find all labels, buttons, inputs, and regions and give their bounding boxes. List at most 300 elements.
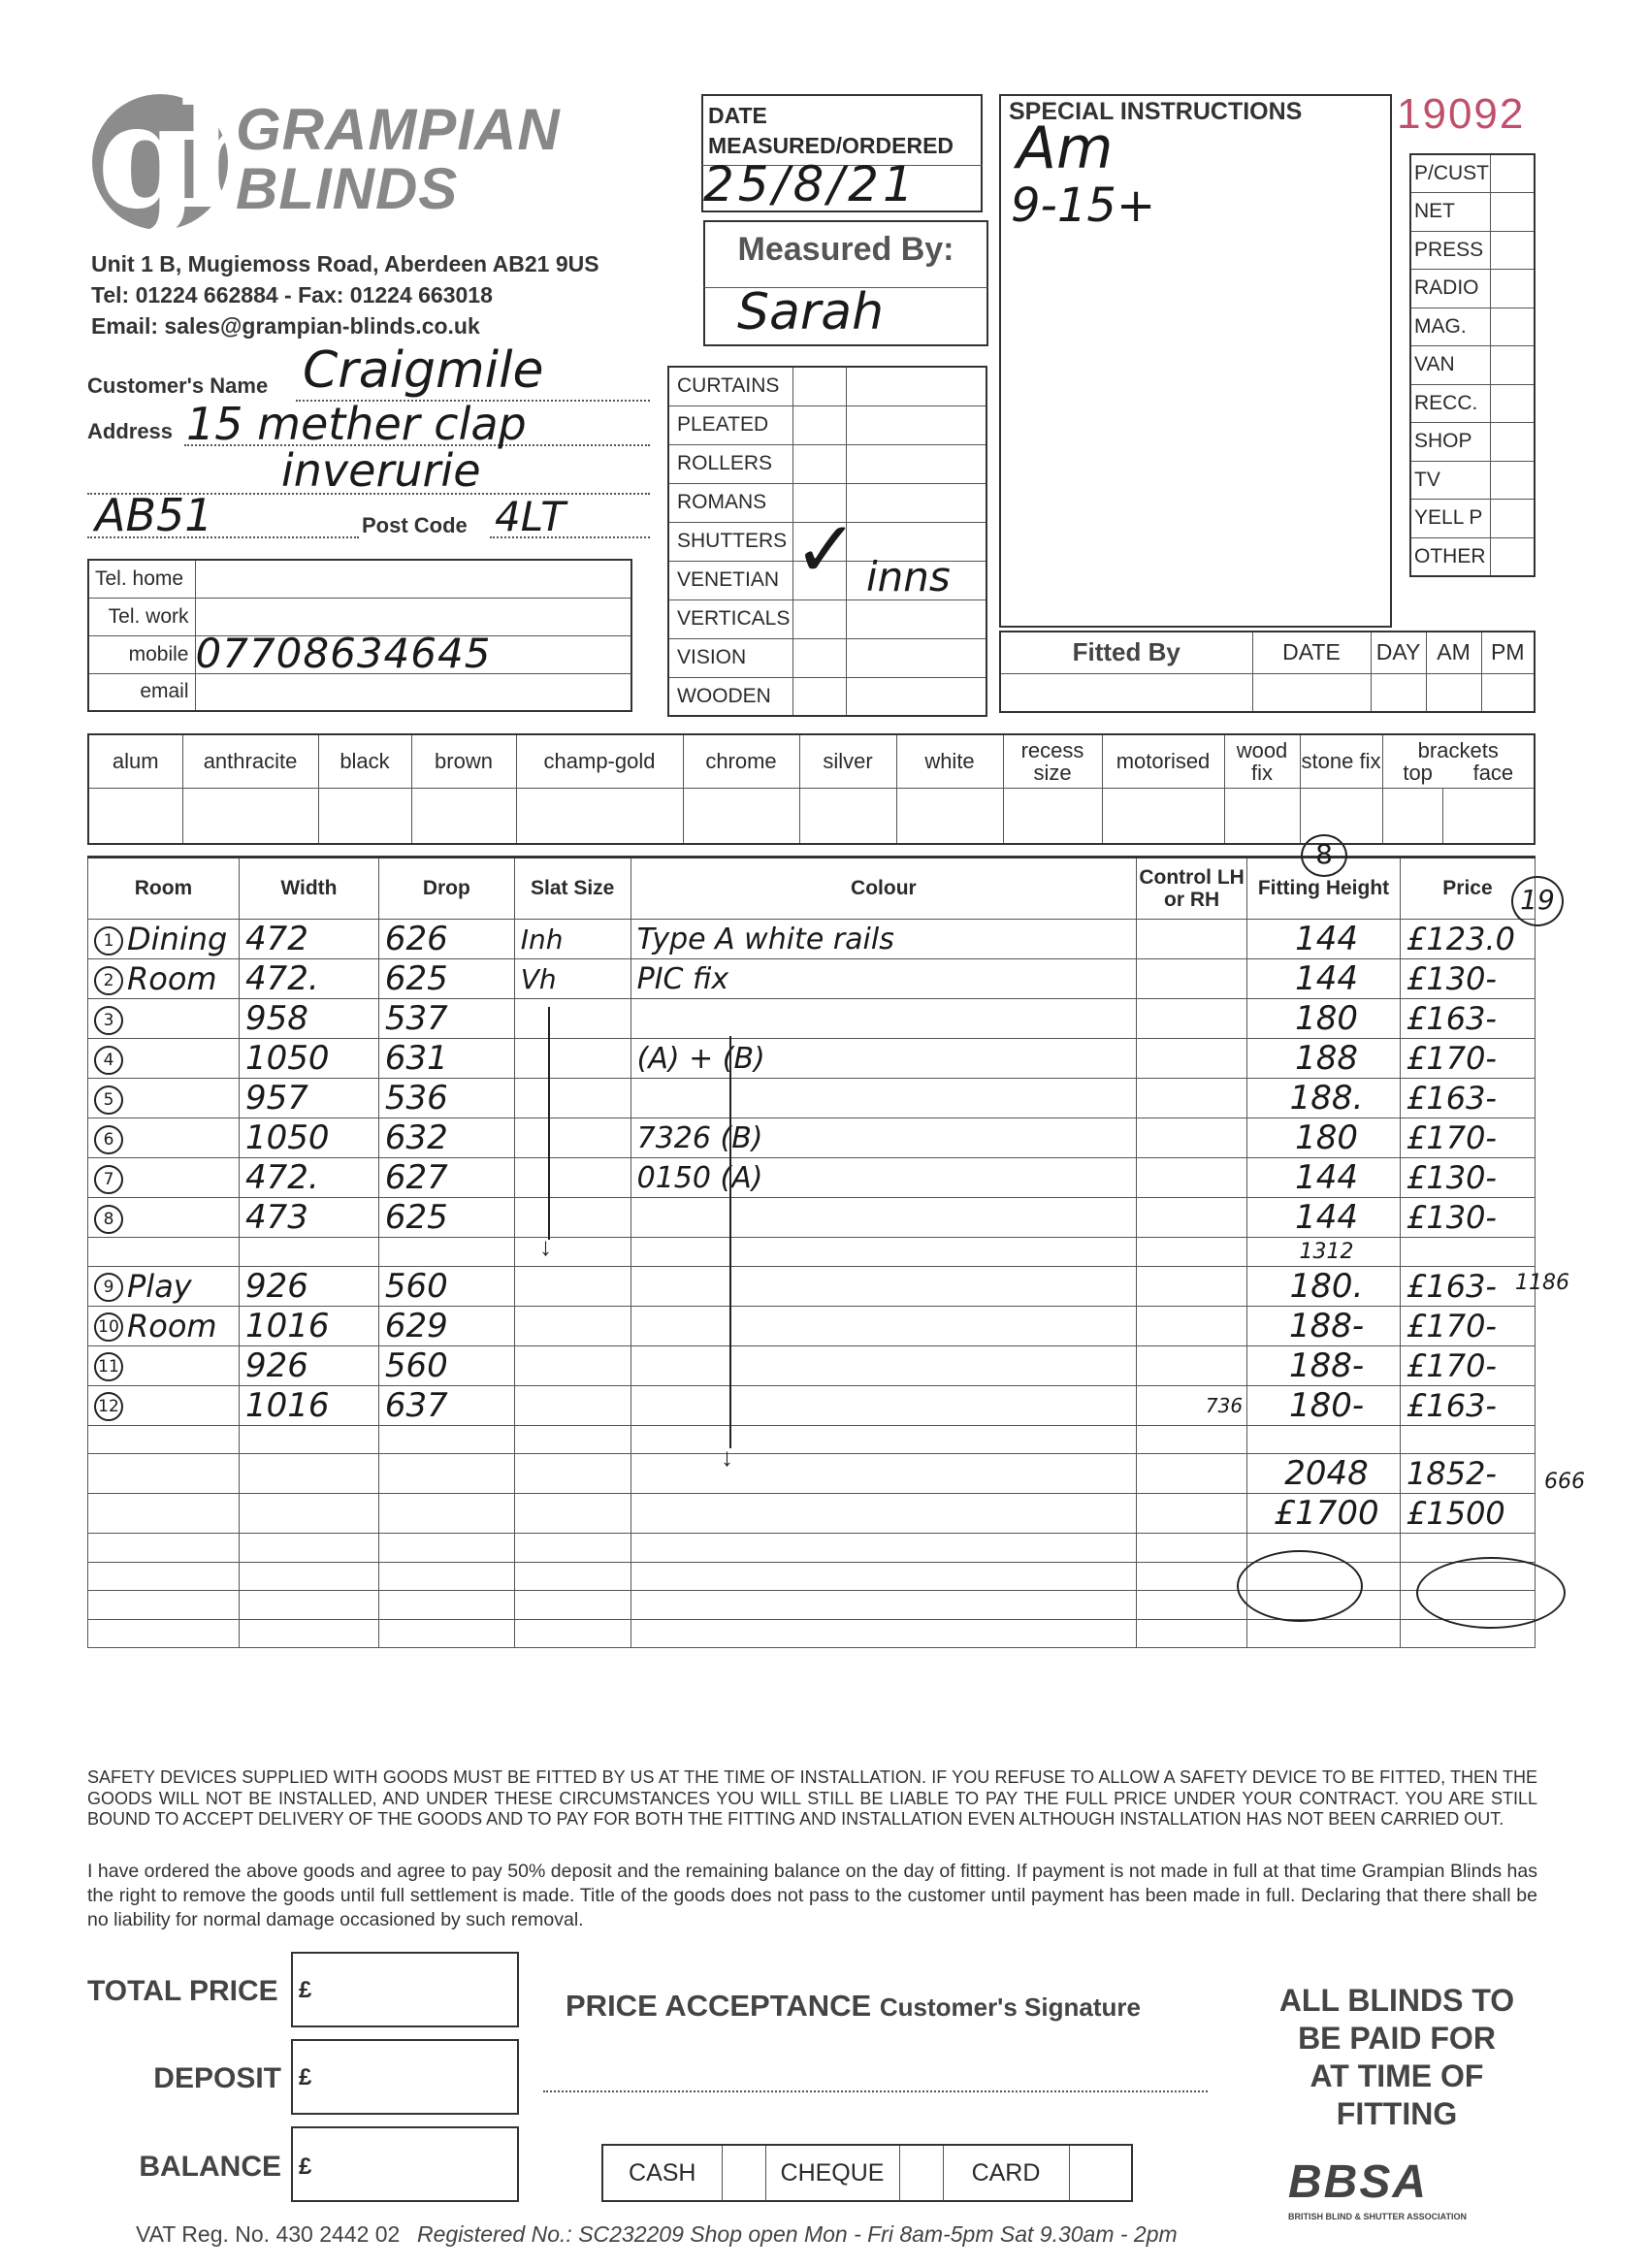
price-cell[interactable]: £163- (1400, 1266, 1535, 1306)
measurement-row (88, 1238, 1536, 1267)
drop-cell[interactable] (378, 1591, 514, 1620)
colour-cell[interactable] (630, 1345, 1137, 1385)
blind-type-rollers-tick[interactable] (792, 444, 846, 483)
cash-checkbox[interactable] (722, 2145, 765, 2201)
slat-size-cell[interactable] (514, 1385, 630, 1425)
source-net-tick[interactable] (1490, 193, 1535, 232)
fitting-height-cell[interactable]: 188 (1247, 1039, 1401, 1079)
blind-type-rollers-note[interactable] (846, 444, 986, 483)
room-cell[interactable] (88, 1345, 240, 1385)
fitted-pm-field[interactable] (1481, 673, 1535, 712)
card-label: CARD (943, 2145, 1069, 2201)
price-acceptance-title: PRICE ACCEPTANCE Customer's Signature (566, 1989, 1141, 2023)
measurement-row (88, 1266, 1536, 1306)
width-cell[interactable]: 472. (239, 959, 378, 999)
control-cell[interactable] (1137, 1534, 1247, 1563)
fitting-count-annotation: 8 (1301, 834, 1347, 877)
control-cell[interactable] (1137, 999, 1247, 1039)
drop-cell[interactable]: 627 (378, 1158, 514, 1198)
payment-terms: I have ordered the above goods and agree to pay 50% deposit and the remaining balance on the day of fitting. If payment is not made in full at that time Grampian Blinds has the right to remove the goods until full settlement is made. Title of the goods does not pass to the customer until payment has been made in full. Declaring that there shall be no liability for normal damage occasioned by such removal. (87, 1861, 1537, 1930)
special-instructions-line1[interactable]: Am (1017, 114, 1114, 182)
slat-size-cell[interactable] (514, 1562, 630, 1591)
colour-cell[interactable] (630, 1198, 1137, 1238)
fitting-height-cell[interactable]: 144 (1247, 920, 1401, 959)
slat-size-cell[interactable] (514, 1158, 630, 1198)
tel-home-field[interactable] (195, 560, 631, 598)
fitting-height-cell[interactable]: 144 (1247, 1158, 1401, 1198)
header-control: Control LH or RH (1137, 858, 1247, 920)
room-cell[interactable] (88, 999, 240, 1039)
margin-note-1: 1186 (1515, 1271, 1569, 1295)
control-cell[interactable] (1137, 1345, 1247, 1385)
drop-cell[interactable]: 560 (378, 1266, 514, 1306)
address-label: Address (87, 419, 174, 443)
balance-field[interactable] (291, 2126, 519, 2202)
finish-recess-size-field[interactable] (1003, 788, 1102, 844)
fitting-height-cell[interactable]: 188. (1247, 1079, 1401, 1118)
width-cell[interactable]: 926 (239, 1266, 378, 1306)
date-label: DATE MEASURED/ORDERED (708, 103, 954, 159)
postcode-value[interactable]: 4LT (495, 493, 566, 540)
drop-cell[interactable]: 625 (378, 959, 514, 999)
room-value: Play (127, 1267, 192, 1305)
control-cell[interactable] (1137, 959, 1247, 999)
finish-brown-field[interactable] (411, 788, 516, 844)
room-value: Dining (127, 921, 228, 957)
control-cell[interactable] (1137, 1454, 1247, 1494)
slat-size-cell[interactable] (514, 1118, 630, 1158)
source-press: PRESS (1410, 231, 1490, 270)
row-number-circle: 3 (94, 1006, 123, 1035)
room-cell[interactable] (88, 1306, 240, 1345)
header-colour: Colour (630, 858, 1137, 920)
row-number-circle: 2 (94, 966, 123, 995)
fitted-am-field[interactable] (1426, 673, 1481, 712)
width-cell[interactable]: 472 (239, 920, 378, 959)
finish-alum: alum (88, 734, 182, 788)
source-press-tick[interactable] (1490, 231, 1535, 270)
room-cell[interactable] (88, 1039, 240, 1079)
finish-silver: silver (799, 734, 896, 788)
room-cell[interactable] (88, 959, 240, 999)
measurement-row (88, 1079, 1536, 1118)
colour-cell[interactable] (630, 1562, 1137, 1591)
control-cell[interactable] (1137, 1039, 1247, 1079)
company-email: Email: sales@grampian-blinds.co.uk (91, 313, 480, 339)
width-cell[interactable]: 1016 (239, 1385, 378, 1425)
slat-size-cell[interactable] (514, 999, 630, 1039)
blind-type-verticals-note[interactable] (846, 599, 986, 638)
room-cell[interactable] (88, 1591, 240, 1620)
measurement-row (88, 999, 1536, 1039)
fitted-day-label: DAY (1371, 632, 1426, 673)
control-cell[interactable] (1137, 1158, 1247, 1198)
measurement-row (88, 1306, 1536, 1345)
slat-size-cell[interactable] (514, 1619, 630, 1648)
room-value: Room (127, 1307, 217, 1345)
drop-cell[interactable] (378, 1534, 514, 1563)
colour-cell[interactable] (630, 1619, 1137, 1648)
price-cell[interactable]: £130- (1400, 1198, 1535, 1238)
measurement-row (88, 1385, 1536, 1425)
room-cell[interactable] (88, 1198, 240, 1238)
date-value[interactable]: 25/8/21 (703, 156, 918, 212)
slat-size-cell[interactable] (514, 1039, 630, 1079)
finish-chrome-field[interactable] (683, 788, 799, 844)
fitted-am-label: AM (1426, 632, 1481, 673)
room-cell[interactable] (88, 1118, 240, 1158)
finish-motorised: motorised (1102, 734, 1224, 788)
width-cell[interactable]: 1050 (239, 1039, 378, 1079)
row-number-circle: 4 (94, 1046, 123, 1075)
measurement-row (88, 1198, 1536, 1238)
finish-wood-fix-field[interactable] (1224, 788, 1300, 844)
blind-type-romans: ROMANS (668, 483, 792, 522)
drop-cell[interactable]: 629 (378, 1306, 514, 1345)
slat-size-cell[interactable] (514, 1494, 630, 1534)
special-instructions-line2[interactable]: 9-15+ (1011, 178, 1156, 233)
colour-cell[interactable]: (A) + (B) (630, 1039, 1137, 1079)
row-number-circle: 7 (94, 1165, 123, 1194)
row-number-circle: 9 (94, 1273, 123, 1302)
slat-size-cell[interactable] (514, 1454, 630, 1494)
venetian-checkmark: ✓ (793, 504, 859, 595)
width-cell[interactable]: 473 (239, 1198, 378, 1238)
margin-note-2: 666 (1544, 1470, 1585, 1494)
price-cell[interactable]: £163- (1400, 999, 1535, 1039)
blind-type-rollers: ROLLERS (668, 444, 792, 483)
source-tv: TV (1410, 461, 1490, 500)
cash-label: CASH (602, 2145, 722, 2201)
finish-anthracite: anthracite (182, 734, 318, 788)
balance-currency: £ (299, 2154, 312, 2180)
price-cell[interactable]: £1500 (1400, 1494, 1535, 1534)
colour-cell[interactable] (630, 1306, 1137, 1345)
price-cell[interactable]: £163- (1400, 1079, 1535, 1118)
width-cell[interactable]: 926 (239, 1345, 378, 1385)
vat-number: VAT Reg. No. 430 2442 02 (136, 2221, 401, 2247)
row-number-circle: 6 (94, 1125, 123, 1154)
blind-type-vision-tick[interactable] (792, 638, 846, 677)
price-cell[interactable]: £130- (1400, 1158, 1535, 1198)
width-cell[interactable] (239, 1454, 378, 1494)
colour-cell[interactable] (630, 1079, 1137, 1118)
control-cell[interactable] (1137, 920, 1247, 959)
source-shop-tick[interactable] (1490, 423, 1535, 462)
source-tv-tick[interactable] (1490, 461, 1535, 500)
measurement-row (88, 1039, 1536, 1079)
row-number-circle: 12 (94, 1392, 123, 1421)
address-line2[interactable]: inverurie (281, 444, 481, 497)
blind-type-wooden-tick[interactable] (792, 677, 846, 716)
slat-size-cell[interactable] (514, 1345, 630, 1385)
fitting-height-cell[interactable]: 180 (1247, 999, 1401, 1039)
mobile-value: 07708634645 (195, 630, 492, 677)
fitting-height-cell[interactable]: 2048 (1247, 1454, 1401, 1494)
email-field[interactable] (195, 673, 631, 711)
brackets-face-field[interactable] (1443, 788, 1535, 844)
drop-cell[interactable]: 537 (378, 999, 514, 1039)
finish-alum-field[interactable] (88, 788, 182, 844)
room-cell[interactable] (88, 1619, 240, 1648)
colour-cell[interactable]: PIC fix (630, 959, 1137, 999)
fitting-height-cell[interactable] (1247, 1619, 1401, 1648)
signature-line[interactable] (543, 2090, 1208, 2092)
header-slat-size: Slat Size (514, 858, 630, 920)
colour-cell[interactable]: 7326 (B) (630, 1118, 1137, 1158)
total-price-field[interactable] (291, 1952, 519, 2027)
slat-size-cell[interactable] (514, 1238, 630, 1267)
total-price-label: TOTAL PRICE (87, 1975, 278, 2007)
price-cell[interactable]: 1852- (1400, 1454, 1535, 1494)
payment-notice: ALL BLINDS TO BE PAID FOR AT TIME OF FITTING (1278, 1983, 1515, 2132)
drop-cell[interactable] (378, 1238, 514, 1267)
source-mag-tick[interactable] (1490, 308, 1535, 346)
room-cell[interactable] (88, 920, 240, 959)
drop-cell[interactable]: 536 (378, 1079, 514, 1118)
header-room: Room (88, 858, 240, 920)
room-cell[interactable] (88, 1494, 240, 1534)
control-cell[interactable]: 736 (1137, 1385, 1247, 1425)
drop-cell[interactable] (378, 1562, 514, 1591)
room-cell[interactable] (88, 1562, 240, 1591)
fitted-day-field[interactable] (1371, 673, 1426, 712)
control-cell[interactable] (1137, 1562, 1247, 1591)
control-cell[interactable] (1137, 1238, 1247, 1267)
width-cell[interactable]: 958 (239, 999, 378, 1039)
cheque-checkbox[interactable] (899, 2145, 943, 2201)
slat-size-cell[interactable] (514, 1534, 630, 1563)
source-p-cust-tick[interactable] (1490, 154, 1535, 193)
company-name-line2: BLINDS (236, 156, 459, 221)
slat-size-cell[interactable]: Vh (514, 959, 630, 999)
colour-cell[interactable]: Type A white rails (630, 920, 1137, 959)
payment-method-table (601, 2144, 1133, 2202)
finish-champ-gold: champ-gold (516, 734, 683, 788)
room-cell[interactable] (88, 1079, 240, 1118)
header-price: Price (1400, 858, 1535, 920)
price-cell[interactable] (1400, 1425, 1535, 1454)
finish-recess-size: recess size (1003, 734, 1102, 788)
finish-white-field[interactable] (896, 788, 1003, 844)
control-cell[interactable] (1137, 1494, 1247, 1534)
drop-cell[interactable] (378, 1454, 514, 1494)
drop-cell[interactable]: 637 (378, 1385, 514, 1425)
finish-brown: brown (411, 734, 516, 788)
email-label: email (88, 673, 195, 711)
price-cell[interactable]: £170- (1400, 1118, 1535, 1158)
measured-by-value[interactable]: Sarah (737, 283, 885, 341)
colour-cell[interactable] (630, 1238, 1137, 1267)
width-cell[interactable] (239, 1238, 378, 1267)
fitting-height-cell[interactable]: 180 (1247, 1118, 1401, 1158)
cheque-label: CHEQUE (765, 2145, 899, 2201)
colour-cell[interactable] (630, 1425, 1137, 1454)
source-radio-tick[interactable] (1490, 270, 1535, 308)
mobile-field[interactable] (195, 630, 631, 677)
drop-cell[interactable] (378, 1619, 514, 1648)
price-cell[interactable]: £170- (1400, 1345, 1535, 1385)
finish-motorised-field[interactable] (1102, 788, 1224, 844)
balance-label: BALANCE (139, 2151, 281, 2183)
width-cell[interactable]: 957 (239, 1079, 378, 1118)
colour-cell[interactable]: 0150 (A) (630, 1158, 1137, 1198)
fitting-height-cell[interactable] (1247, 1425, 1401, 1454)
control-cell[interactable] (1137, 1591, 1247, 1620)
measurement-row (88, 1118, 1536, 1158)
colour-cell[interactable] (630, 999, 1137, 1039)
fitted-date-field[interactable] (1252, 673, 1371, 712)
drop-cell[interactable]: 560 (378, 1345, 514, 1385)
drop-cell[interactable] (378, 1494, 514, 1534)
price-cell[interactable]: £170- (1400, 1039, 1535, 1079)
width-cell[interactable]: 1016 (239, 1306, 378, 1345)
colour-cell[interactable] (630, 1385, 1137, 1425)
colour-cell[interactable] (630, 1591, 1137, 1620)
blind-type-curtains-note[interactable] (846, 367, 986, 405)
drop-cell[interactable]: 632 (378, 1118, 514, 1158)
room-cell[interactable] (88, 1266, 240, 1306)
blind-type-verticals-tick[interactable] (792, 599, 846, 638)
measured-by-label: Measured By: (737, 231, 954, 268)
source-radio: RADIO (1410, 270, 1490, 308)
control-cell[interactable] (1137, 1425, 1247, 1454)
colour-cell[interactable] (630, 1494, 1137, 1534)
width-cell[interactable] (239, 1591, 378, 1620)
brackets-top-field[interactable] (1382, 788, 1443, 844)
room-cell[interactable] (88, 1454, 240, 1494)
blind-type-curtains: CURTAINS (668, 367, 792, 405)
blind-type-pleated-tick[interactable] (792, 405, 846, 444)
blind-type-romans-note[interactable] (846, 483, 986, 522)
finish-anthracite-field[interactable] (182, 788, 318, 844)
colour-cell[interactable] (630, 1534, 1137, 1563)
source-yell-p-tick[interactable] (1490, 500, 1535, 538)
finish-white: white (896, 734, 1003, 788)
drop-cell[interactable]: 625 (378, 1198, 514, 1238)
drop-cell[interactable] (378, 1425, 514, 1454)
slat-size-cell[interactable]: Inh (514, 920, 630, 959)
card-checkbox[interactable] (1069, 2145, 1132, 2201)
finish-table (87, 733, 1536, 845)
width-cell[interactable] (239, 1494, 378, 1534)
finish-stone-fix-field[interactable] (1300, 788, 1382, 844)
brackets-face: face (1472, 760, 1514, 785)
fitted-date-label: DATE (1252, 632, 1371, 673)
room-cell[interactable] (88, 1534, 240, 1563)
drop-cell[interactable]: 631 (378, 1039, 514, 1079)
fitted-by-field[interactable] (1000, 673, 1252, 712)
source-mag: MAG. (1410, 308, 1490, 346)
slat-size-cell[interactable] (514, 1425, 630, 1454)
slat-size-cell[interactable] (514, 1306, 630, 1345)
price-cell[interactable]: £163- (1400, 1385, 1535, 1425)
width-cell[interactable]: 472. (239, 1158, 378, 1198)
drop-cell[interactable]: 626 (378, 920, 514, 959)
price-count-annotation: 19 (1511, 876, 1564, 926)
measurement-row (88, 1345, 1536, 1385)
fitting-height-cell[interactable]: 1312 (1247, 1238, 1401, 1267)
width-cell[interactable] (239, 1562, 378, 1591)
source-van-tick[interactable] (1490, 346, 1535, 385)
finish-wood-fix: wood fix (1224, 734, 1300, 788)
control-cell[interactable] (1137, 1118, 1247, 1158)
fitting-height-cell[interactable]: 188- (1247, 1306, 1401, 1345)
width-cell[interactable] (239, 1619, 378, 1648)
slat-size-cell[interactable] (514, 1198, 630, 1238)
fitted-by-table (999, 631, 1536, 713)
width-cell[interactable]: 1050 (239, 1118, 378, 1158)
finish-black-field[interactable] (318, 788, 411, 844)
colour-cell[interactable] (630, 1266, 1137, 1306)
fitting-height-cell[interactable]: 180. (1247, 1266, 1401, 1306)
room-cell[interactable] (88, 1158, 240, 1198)
measurement-row (88, 1454, 1536, 1494)
finish-silver-field[interactable] (799, 788, 896, 844)
slat-size-cell[interactable] (514, 1079, 630, 1118)
blind-type-pleated: PLEATED (668, 405, 792, 444)
width-cell[interactable] (239, 1425, 378, 1454)
price-cell[interactable]: £130- (1400, 959, 1535, 999)
deposit-label: DEPOSIT (153, 2062, 281, 2094)
control-cell[interactable] (1137, 1198, 1247, 1238)
control-cell[interactable] (1137, 1619, 1247, 1648)
row-number-circle: 10 (94, 1312, 123, 1342)
fitting-height-cell[interactable]: 188- (1247, 1345, 1401, 1385)
blind-type-vision-note[interactable] (846, 638, 986, 677)
control-cell[interactable] (1137, 1306, 1247, 1345)
deposit-field[interactable] (291, 2039, 519, 2115)
blind-type-pleated-note[interactable] (846, 405, 986, 444)
finish-champ-gold-field[interactable] (516, 788, 683, 844)
company-address: Unit 1 B, Mugiemoss Road, Aberdeen AB21 9US (91, 251, 599, 276)
total-currency: £ (299, 1977, 312, 2003)
address-line1[interactable]: 15 mether clap (186, 398, 527, 450)
colour-cell[interactable] (630, 1454, 1137, 1494)
source-recc-tick[interactable] (1490, 384, 1535, 423)
price-cell[interactable]: £123.0 (1400, 920, 1535, 959)
slat-size-cell[interactable] (514, 1266, 630, 1306)
customer-name-value[interactable]: Craigmile (303, 341, 544, 400)
brackets-label: brackets (1417, 737, 1499, 762)
source-other-tick[interactable] (1490, 537, 1535, 576)
row-number-circle: 11 (94, 1352, 123, 1381)
venetian-note: inns (866, 553, 951, 600)
finish-black: black (318, 734, 411, 788)
room-cell[interactable] (88, 1385, 240, 1425)
price-cell[interactable] (1400, 1534, 1535, 1563)
fitting-height-cell[interactable]: 180- (1247, 1385, 1401, 1425)
width-cell[interactable] (239, 1534, 378, 1563)
room-cell[interactable] (88, 1425, 240, 1454)
blind-type-curtains-tick[interactable] (792, 367, 846, 405)
fitting-height-cell[interactable]: £1700 (1247, 1494, 1401, 1534)
registered-info: Registered No.: SC232209 Shop open Mon - Fri 8am-5pm Sat 9.30am - 2pm (417, 2221, 1178, 2247)
source-p-cust: P/CUST (1410, 154, 1490, 193)
control-cell[interactable] (1137, 1266, 1247, 1306)
fitting-height-cell[interactable]: 144 (1247, 959, 1401, 999)
control-cell[interactable] (1137, 1079, 1247, 1118)
price-cell[interactable] (1400, 1238, 1535, 1267)
slat-size-cell[interactable] (514, 1591, 630, 1620)
blind-type-wooden-note[interactable] (846, 677, 986, 716)
special-instructions-label: SPECIAL INSTRUCTIONS (1009, 98, 1303, 125)
price-cell[interactable]: £170- (1400, 1306, 1535, 1345)
fitting-height-cell[interactable]: 144 (1247, 1198, 1401, 1238)
room-cell[interactable] (88, 1238, 240, 1267)
address-line3[interactable]: AB51 (95, 489, 213, 541)
measurement-table (87, 856, 1536, 1648)
